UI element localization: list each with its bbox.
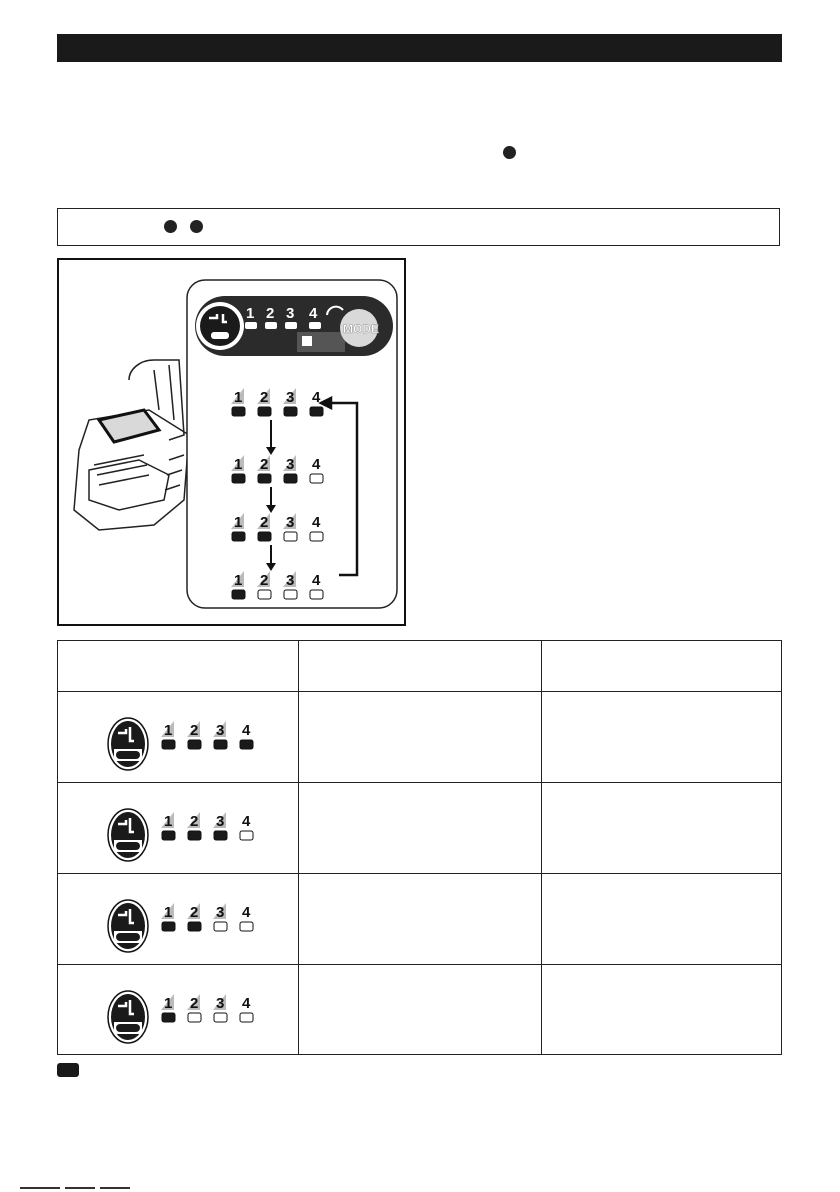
level-digit-2: 2 (190, 813, 199, 830)
svg-text:2: 2 (266, 305, 275, 322)
lamp-on (310, 407, 323, 416)
level-digit-3: 3 (286, 514, 295, 531)
level-digit-1: 1 (164, 813, 173, 830)
lamp-on (188, 922, 201, 931)
footer-strip (0, 1186, 840, 1192)
mode-button-icon (190, 220, 203, 233)
svg-text:3: 3 (286, 305, 295, 322)
lamp-off (240, 922, 253, 931)
lamp-on (214, 831, 227, 840)
level-digit-3: 3 (286, 456, 295, 473)
lamp-on (258, 532, 271, 541)
level-digit-4: 4 (312, 572, 321, 589)
mode-table (57, 640, 782, 1055)
level-digit-4: 4 (242, 904, 251, 921)
lamp-off (240, 831, 253, 840)
level-digit-2: 2 (260, 456, 269, 473)
level-digit-3: 3 (286, 572, 295, 589)
lamp-off (258, 590, 271, 599)
level-digit-2: 2 (260, 572, 269, 589)
lamp-on (188, 740, 201, 749)
lamp-off (310, 474, 323, 483)
lamp-on (232, 407, 245, 416)
lamp-on (162, 1013, 175, 1022)
lamp-off (310, 532, 323, 541)
lamp-off (214, 922, 227, 931)
table-mode-indicators (58, 641, 298, 1056)
note-badge (57, 1063, 79, 1077)
level-digit-4: 4 (242, 722, 251, 739)
impact-mode-icon (503, 146, 516, 159)
table-levels-1 (161, 721, 253, 749)
level-digit-1: 1 (234, 456, 243, 473)
table-row-icon-3 (108, 900, 253, 952)
lamp-on (258, 407, 271, 416)
lamp-off (188, 1013, 201, 1022)
lamp-off (284, 590, 297, 599)
table-levels-2 (161, 812, 253, 840)
level-digit-3: 3 (216, 813, 225, 830)
level-digit-2: 2 (190, 722, 199, 739)
lamp-on (162, 831, 175, 840)
level-digit-4: 4 (242, 813, 251, 830)
level-digit-3: 3 (216, 722, 225, 739)
level-digit-1: 1 (234, 514, 243, 531)
level-digit-4: 4 (312, 389, 321, 406)
mode-label: MODE (343, 322, 379, 336)
note-box (57, 208, 780, 246)
lamp-on (232, 532, 245, 541)
lamp-off (240, 1013, 253, 1022)
level-digit-2: 2 (190, 995, 199, 1012)
lamp-on (188, 831, 201, 840)
table-row-icon-1 (108, 718, 253, 770)
level-digit-1: 1 (234, 389, 243, 406)
lamp-on (232, 474, 245, 483)
lamp-on (162, 922, 175, 931)
table-levels-3 (161, 903, 253, 931)
table-levels-4 (161, 994, 253, 1022)
level-digit-4: 4 (312, 456, 321, 473)
level-digit-4: 4 (242, 995, 251, 1012)
level-digit-2: 2 (260, 514, 269, 531)
svg-text:1: 1 (246, 305, 255, 322)
lamp-off (284, 532, 297, 541)
level-digit-1: 1 (164, 722, 173, 739)
level-digit-3: 3 (216, 904, 225, 921)
lamp-off (214, 1013, 227, 1022)
level-digit-2: 2 (260, 389, 269, 406)
level-digit-3: 3 (216, 995, 225, 1012)
table-row-icon-4 (108, 991, 253, 1043)
lamp-on (240, 740, 253, 749)
lamp-on (284, 407, 297, 416)
lamp-on (162, 740, 175, 749)
level-digit-1: 1 (164, 995, 173, 1012)
panel-highlight (99, 410, 159, 442)
mode-switch-figure (57, 258, 406, 626)
level-digit-1: 1 (164, 904, 173, 921)
impact-mode-icon (164, 220, 177, 233)
level-digit-3: 3 (286, 389, 295, 406)
level-digit-2: 2 (190, 904, 199, 921)
lamp-on (214, 740, 227, 749)
level-digit-1: 1 (234, 572, 243, 589)
lamp-off (310, 590, 323, 599)
table-row-icon-2 (108, 809, 253, 861)
section-title-bar (57, 34, 782, 62)
control-panel (195, 296, 393, 356)
lamp-on (284, 474, 297, 483)
svg-text:4: 4 (309, 305, 318, 322)
lamp-on (232, 590, 245, 599)
level-digit-4: 4 (312, 514, 321, 531)
lamp-on (258, 474, 271, 483)
